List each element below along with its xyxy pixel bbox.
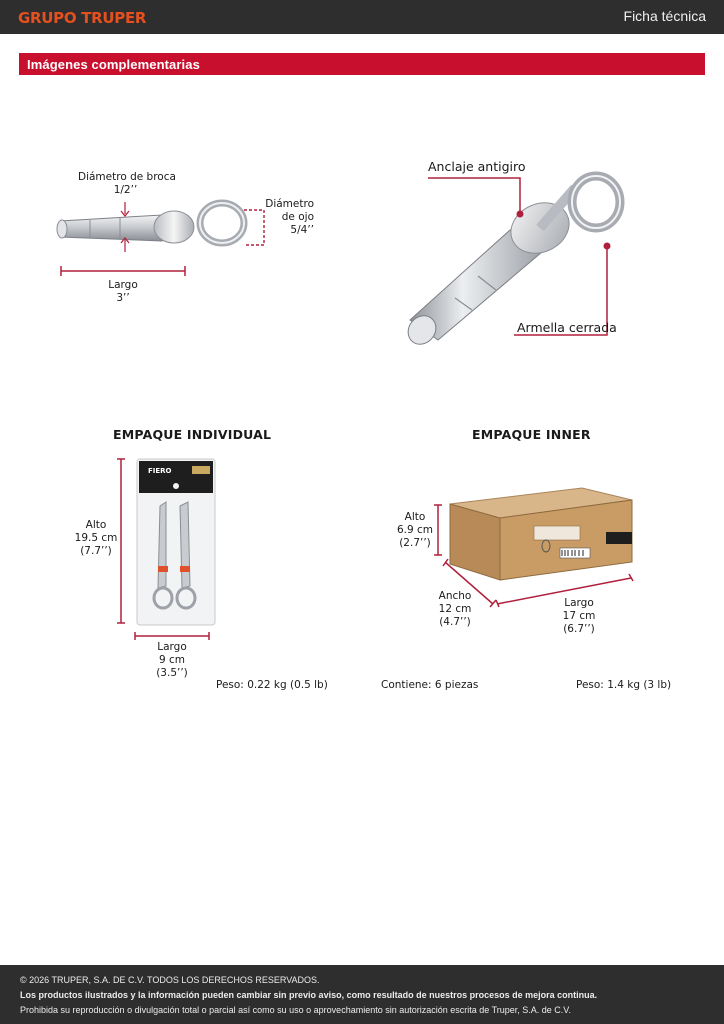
section-title: Imágenes complementarias — [27, 57, 200, 72]
inner-weight-label: Peso: — [576, 679, 604, 691]
footer-notice: Los productos ilustrados y la información pueden cambiar sin previo aviso, como resultado de nuestros procesos de mejora continua. — [20, 990, 598, 1000]
inner-width-cm: 12 cm — [438, 603, 472, 615]
inner-width-in: (4.7’’) — [439, 616, 471, 628]
eye-diameter-value: 5/4’’ — [290, 224, 314, 236]
section-header — [19, 53, 705, 75]
length-dimension-line — [60, 265, 186, 277]
drill-diameter-label — [78, 171, 176, 197]
length-label — [98, 279, 148, 305]
eye-diameter-label — [262, 198, 314, 237]
inner-weight-value: 1.4 kg (3 lb) — [607, 679, 672, 691]
individual-length-cm: 9 cm — [158, 654, 186, 666]
drill-diameter-marker — [120, 202, 130, 252]
closed-eye-label: Armella cerrada — [517, 320, 617, 335]
inner-weight — [576, 679, 671, 692]
eye-diameter-text-1: Diámetro — [265, 198, 314, 210]
drill-diameter-text: Diámetro de broca — [78, 171, 176, 183]
antispin-label: Anclaje antigiro — [428, 159, 526, 174]
individual-weight-label: Peso: — [216, 679, 244, 691]
footer — [0, 965, 724, 1024]
inner-length-text: Largo — [564, 597, 594, 609]
individual-height-label — [72, 519, 120, 558]
inner-length-label — [556, 597, 602, 636]
footer-legal: Prohibida su reproducción o divulgación total o parcial así como su uso o aprovechamiento sin autorización escrita de Truper, S.A. de C.V. — [20, 1005, 571, 1015]
individual-length-text: Largo — [157, 641, 187, 653]
individual-weight-value: 0.22 kg (0.5 lb) — [247, 679, 328, 691]
length-value: 3’’ — [116, 292, 130, 304]
antispin-callout-line — [428, 176, 528, 220]
inner-contents-label: Contiene: — [381, 679, 432, 691]
individual-length-dimension-line — [134, 631, 210, 641]
individual-height-text: Alto — [85, 519, 107, 531]
individual-weight — [216, 679, 328, 692]
inner-length-in: (6.7’’) — [563, 623, 595, 635]
inner-width-label — [432, 590, 478, 629]
inner-package-title: EMPAQUE INNER — [472, 427, 591, 442]
inner-contents — [381, 679, 478, 692]
footer-copyright: © 2026 TRUPER, S.A. DE C.V. TODOS LOS DERECHOS RESERVADOS. — [20, 975, 320, 985]
pack-brand-mark: FIERO — [148, 467, 172, 475]
length-text: Largo — [108, 279, 138, 291]
individual-package-title: EMPAQUE INDIVIDUAL — [113, 427, 272, 442]
individual-length-in: (3.5’’) — [156, 667, 188, 679]
inner-height-label — [396, 511, 434, 550]
individual-length-label — [148, 641, 196, 680]
inner-height-text: Alto — [404, 511, 426, 523]
inner-contents-value: 6 piezas — [434, 679, 479, 691]
top-bar — [0, 0, 724, 34]
inner-length-cm: 17 cm — [562, 610, 596, 622]
inner-width-text: Ancho — [438, 590, 472, 602]
inner-height-in: (2.7’’) — [399, 537, 431, 549]
individual-package-image — [136, 458, 216, 628]
individual-height-in: (7.7’’) — [80, 545, 112, 557]
eye-diameter-text-2: de ojo — [281, 211, 314, 223]
inner-height-cm: 6.9 cm — [396, 524, 434, 536]
document-type: Ficha técnica — [623, 8, 706, 24]
brand-logo: GRUPO TRUPER — [18, 9, 147, 27]
drill-diameter-value: 1/2’’ — [113, 184, 138, 196]
individual-height-cm: 19.5 cm — [74, 532, 118, 544]
